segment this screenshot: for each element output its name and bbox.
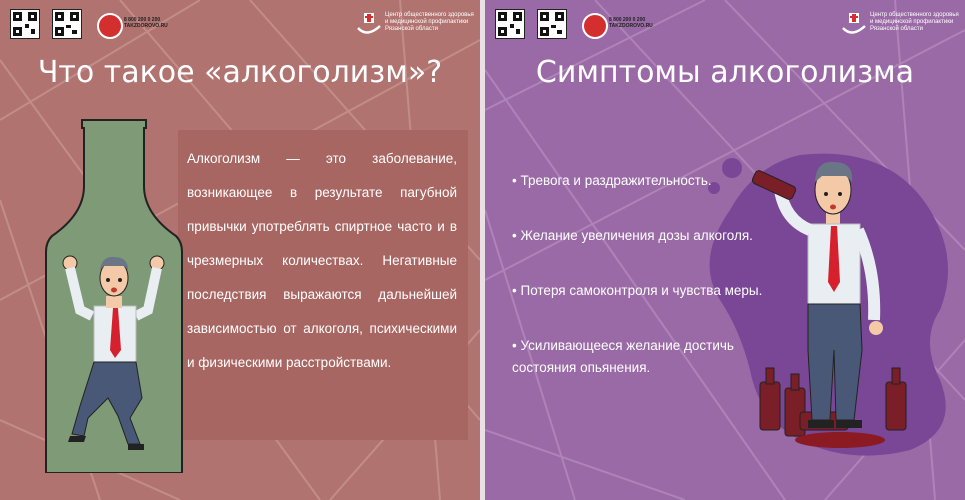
hotline-text: 8 800 200 0 200 TAKZDOROVO.RU xyxy=(124,17,168,29)
list-item: • Желание увеличения дозы алкоголя. xyxy=(512,228,753,243)
list-item: • Тревога и раздражительность. xyxy=(512,173,712,188)
definition-paragraph: Алкоголизм — это заболевание, возникающее в результате пагубной привычки употреблять спиртное часто и в чрезмерных количествах. Негативные последствия выражаются дальнейшей зависимостью от алкоголя, психическими и физическими расстройствами. xyxy=(187,151,457,370)
phone-logo-icon xyxy=(97,13,123,39)
left-panel xyxy=(0,0,480,500)
list-item: • Усиливающееся желание достичь состояния опьянения. xyxy=(512,338,734,375)
org-block xyxy=(840,8,960,42)
page-title: Что такое «алкоголизм»? xyxy=(37,55,443,90)
list-item: • Потеря самоконтроля и чувства меры. xyxy=(512,283,763,298)
org-block xyxy=(355,8,475,42)
health-center-logo-icon xyxy=(840,10,868,38)
hotline-text: 8 800 200 0 200 TAKZDOROVO.RU xyxy=(609,17,653,29)
page-title: Симптомы алкоголизма xyxy=(535,55,915,90)
qr-code-icon xyxy=(52,9,82,39)
health-center-logo-icon xyxy=(355,10,383,38)
org-name: Центр общественного здоровья и медицинской профилактики Рязанской области xyxy=(870,12,959,32)
qr-code-icon xyxy=(495,9,525,39)
symptoms-list xyxy=(512,170,782,412)
qr-code-icon xyxy=(537,9,567,39)
qr-code-icon xyxy=(10,9,40,39)
org-name: Центр общественного здоровья и медицинской профилактики Рязанской области xyxy=(385,12,474,32)
phone-logo-icon xyxy=(582,13,608,39)
bottle-illustration xyxy=(44,118,184,473)
